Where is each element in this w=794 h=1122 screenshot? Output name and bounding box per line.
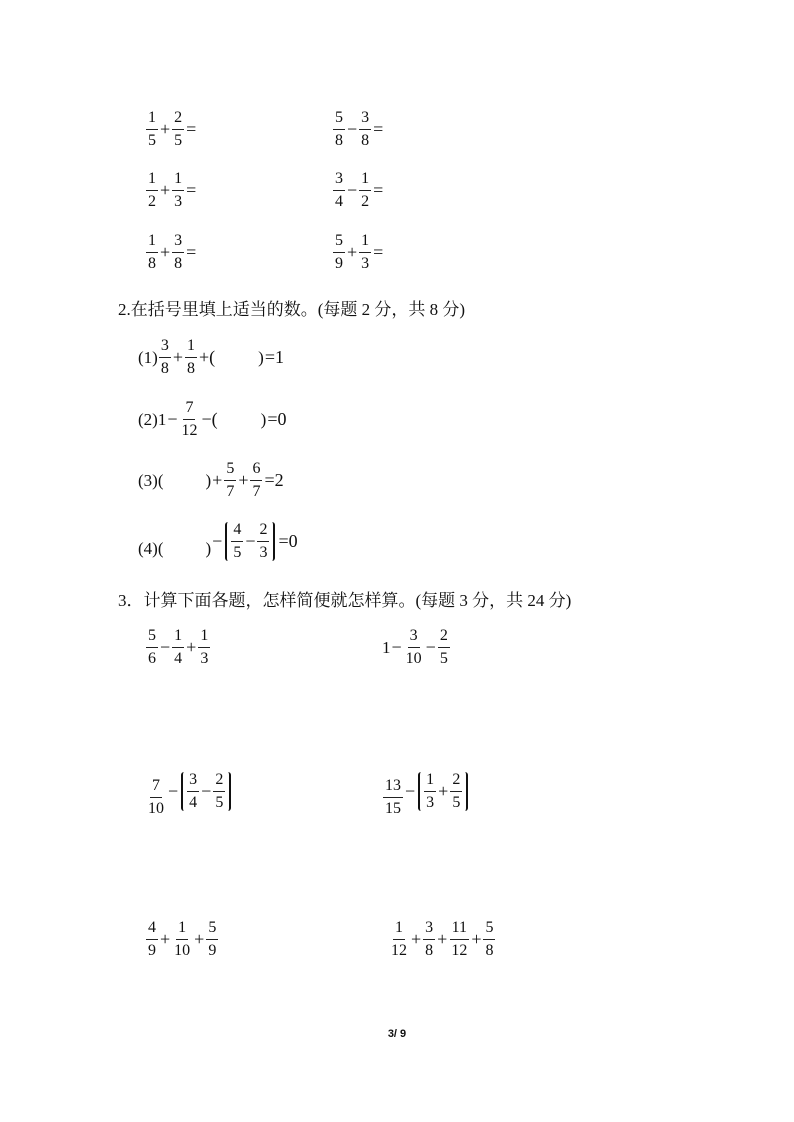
fraction: $\frac{5}{9}$ [335,232,343,272]
fraction: $\frac{2}{5}$ [439,627,448,667]
page-number: 3/ 9 [387,1028,407,1040]
expr-1-4: $\frac{3}{4}$ − $\frac{1}{2}$ = [335,170,384,210]
calc-problem-1: $\frac{5}{6}$ − $\frac{1}{4}$ + $\frac{1}{3}$ [148,627,209,667]
fraction: $\frac{1}{8}$ [186,337,195,377]
fraction: $\frac{3}{4}$ [335,170,343,210]
fraction: $\frac{2}{5}$ [174,109,183,149]
expr-1-5: $\frac{1}{8}$ + $\frac{3}{8}$ = [148,232,197,272]
fraction: $\frac{1}{4}$ [174,627,183,667]
expr-1-6: $\frac{5}{9}$ + $\frac{1}{3}$ = [335,232,384,272]
fill-blank-4: (4)( ) − $\frac{4}{5}$ − $\frac{2}{3}$ =0 [138,521,298,561]
fraction: $\frac{13}{15}$ [385,777,401,817]
fraction: $\frac{3}{8}$ [361,109,370,149]
fraction: $\frac{1}{2}$ [148,170,156,210]
calc-problem-2: 1 − $\frac{3}{10}$ − $\frac{2}{5}$ [382,627,448,667]
section-2-heading: 2.在括号里填上适当的数。(每题 2 分，共 8 分) [118,300,466,319]
fraction: $\frac{3}{8}$ [174,232,183,272]
fraction: $\frac{3}{10}$ [405,627,422,667]
fraction: $\frac{1}{10}$ [174,919,191,959]
fraction: $\frac{4}{9}$ [148,919,156,959]
calc-problem-6: $\frac{1}{12}$ + $\frac{3}{8}$ + $\frac{11}{12}$ + $\frac{5}{8}$ [391,919,494,959]
fill-blank-2: (2)1 − $\frac{7}{12}$ −( ) =0 [138,399,287,439]
fraction: $\frac{3}{8}$ [425,919,434,959]
fraction: $\frac{3}{8}$ [160,337,169,377]
calc-problem-4: $\frac{13}{15}$ − $\frac{1}{3}$ + $\frac{2}{5}$ [382,766,470,817]
calc-problem-5: $\frac{4}{9}$ + $\frac{1}{10}$ + $\frac{5}{9}$ [148,919,217,959]
fraction: $\frac{2}{3}$ [259,521,268,561]
fraction: $\frac{6}{7}$ [252,460,261,500]
fraction: $\frac{5}{8}$ [335,109,343,149]
bracket-group: $\frac{3}{4}$ − $\frac{2}{5}$ [181,772,231,811]
bracket-group: $\frac{1}{3}$ + $\frac{2}{5}$ [418,772,468,811]
fraction: $\frac{5}{6}$ [148,627,156,667]
fraction: $\frac{1}{3}$ [200,627,209,667]
fraction: $\frac{7}{12}$ [181,399,198,439]
fraction: $\frac{11}{12}$ [451,919,468,959]
fraction: $\frac{5}{7}$ [226,460,235,500]
fraction: $\frac{1}{3}$ [426,771,435,811]
fill-blank-3: (3)( ) + $\frac{5}{7}$ + $\frac{6}{7}$ =2 [138,460,284,500]
fraction: $\frac{7}{10}$ [148,777,164,817]
fraction: $\frac{3}{4}$ [189,771,198,811]
fraction: $\frac{4}{5}$ [233,521,242,561]
expr-1-2: $\frac{5}{8}$ − $\frac{3}{8}$ = [335,109,384,149]
fill-blank-1: (1) $\frac{3}{8}$ + $\frac{1}{8}$ +( ) =1 [138,337,284,377]
fraction: $\frac{5}{9}$ [208,919,217,959]
fraction: $\frac{1}{8}$ [148,232,156,272]
expr-1-3: $\frac{1}{2}$ + $\frac{1}{3}$ = [148,170,197,210]
fraction: $\frac{2}{5}$ [215,771,224,811]
expr-1-1: $\frac{1}{5}$ + $\frac{2}{5}$ = [148,109,197,149]
section-3-heading: 3．计算下面各题，怎样简便就怎样算。(每题 3 分，共 24 分) [118,591,572,610]
fraction: $\frac{2}{5}$ [452,771,461,811]
fraction: $\frac{1}{3}$ [361,232,370,272]
fraction: $\frac{1}{2}$ [361,170,370,210]
fraction: $\frac{1}{3}$ [174,170,183,210]
fraction: $\frac{5}{8}$ [485,919,494,959]
fraction: $\frac{1}{5}$ [148,109,156,149]
fraction: $\frac{1}{12}$ [391,919,407,959]
bracket-group: $\frac{4}{5}$ − $\frac{2}{3}$ [225,522,275,561]
calc-problem-3: $\frac{7}{10}$ − $\frac{3}{4}$ − $\frac{2}{5}$ [145,766,233,817]
